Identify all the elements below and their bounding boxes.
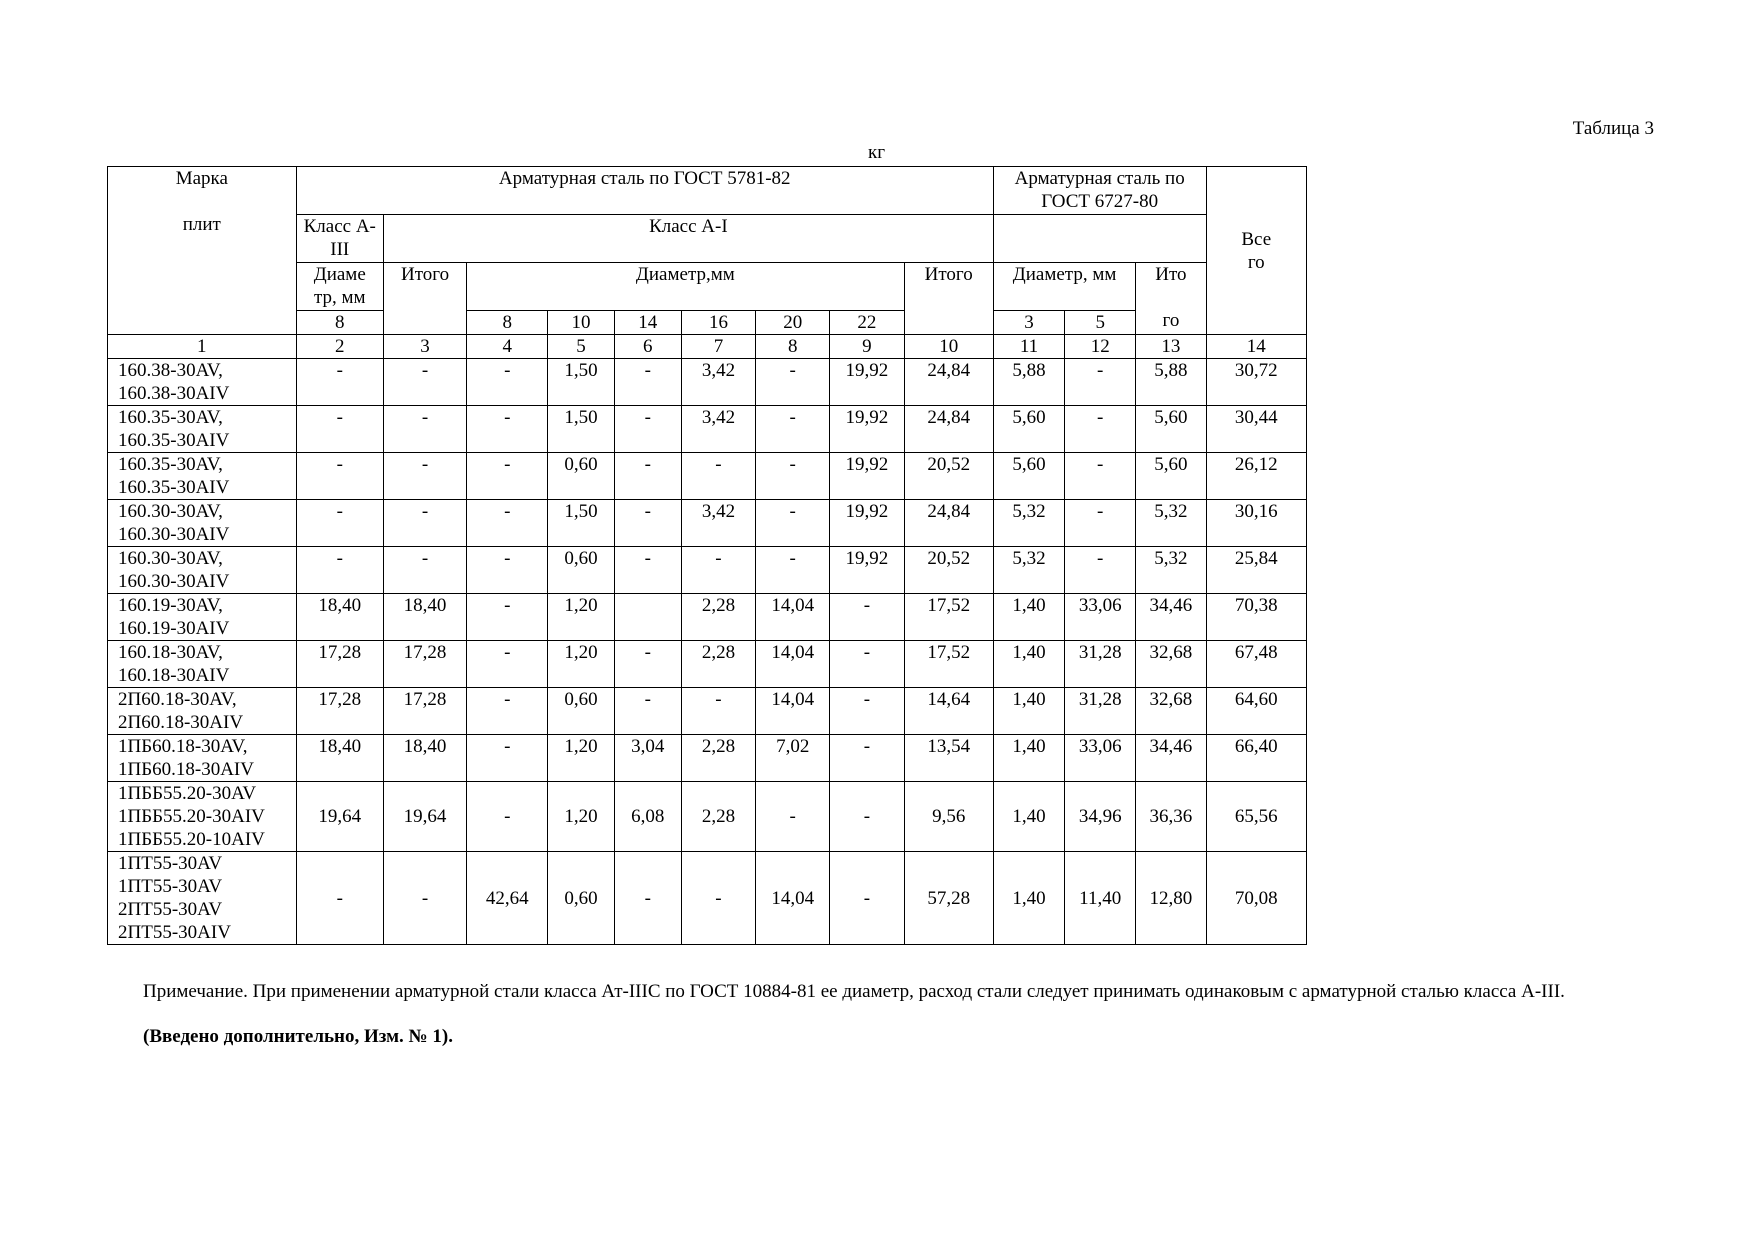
table-cell: 1,40 [993,852,1064,945]
column-number: 8 [756,335,830,359]
table-cell: - [614,852,681,945]
plate-mark-cell [108,688,297,735]
table-cell: 30,44 [1206,406,1306,453]
table-cell: - [830,735,904,782]
table-cell: 34,46 [1136,735,1206,782]
table-cell: 17,28 [296,688,383,735]
table-cell: - [830,594,904,641]
table-row [108,547,1307,594]
table-cell: 1,50 [548,359,614,406]
table-cell: 19,92 [830,359,904,406]
plate-mark-cell [108,406,297,453]
table-cell: 32,68 [1136,641,1206,688]
table-cell: - [1065,547,1136,594]
table-cell: 3,42 [681,500,755,547]
table-cell: 42,64 [467,852,548,945]
header-a3-itogo: Итого [383,263,466,335]
table-row [108,641,1307,688]
table-cell: 24,84 [904,406,993,453]
plate-mark: 160.19-30AV, [118,595,223,616]
table-cell: 19,64 [383,782,466,852]
table-cell: 17,52 [904,641,993,688]
table-cell: 13,54 [904,735,993,782]
steel-consumption-table [107,166,1307,945]
table-cell: 12,80 [1136,852,1206,945]
table-cell: - [756,359,830,406]
plate-mark: 1ПТ55-30AV [118,853,223,874]
table-cell: - [756,453,830,500]
plate-mark: 160.30-30AV, [118,501,223,522]
table-cell: 1,40 [993,735,1064,782]
column-number: 2 [296,335,383,359]
header-a1-diameter: Диаметр,мм [467,263,904,311]
table-cell: - [830,688,904,735]
table-row [108,359,1307,406]
table-cell: - [614,453,681,500]
table-cell: 5,60 [993,453,1064,500]
table-cell: 1,40 [993,641,1064,688]
table-cell: - [467,688,548,735]
table-cell: 19,64 [296,782,383,852]
table-cell: 9,56 [904,782,993,852]
table-cell: 5,32 [1136,547,1206,594]
table-cell: - [681,547,755,594]
table-cell: 14,04 [756,594,830,641]
table-cell: 33,06 [1065,735,1136,782]
table-row [108,688,1307,735]
table-cell: - [296,852,383,945]
table-cell: 0,60 [548,547,614,594]
column-number: 14 [1206,335,1306,359]
table-cell: 5,60 [993,406,1064,453]
table-cell: 19,92 [830,453,904,500]
table-cell: 17,28 [383,641,466,688]
table-cell: 3,04 [614,735,681,782]
table-cell: - [467,453,548,500]
table-row [108,594,1307,641]
table-cell: 3,42 [681,359,755,406]
header-bp-itogo: Ито го [1136,263,1206,335]
header-a1-itogo: Итого [904,263,993,335]
column-number: 5 [548,335,614,359]
header-total: Все го [1206,167,1306,335]
table-cell: 34,46 [1136,594,1206,641]
header-class-a1: Класс А-I [383,215,993,263]
table-cell: - [296,453,383,500]
table-cell: 19,92 [830,500,904,547]
table-cell: - [383,500,466,547]
plate-mark: 1ПББ55.20-10AIV [118,829,265,850]
table-cell: - [383,453,466,500]
table-cell: - [614,406,681,453]
plate-mark: 2П60.18-30AV, [118,689,237,710]
header-diam: 3 [993,311,1064,335]
plate-mark: 160.18-30AV, [118,642,223,663]
table-cell: - [756,782,830,852]
table-cell: 5,88 [993,359,1064,406]
plate-mark: 160.38-30AV, [118,360,223,381]
column-number: 11 [993,335,1064,359]
table-cell: - [681,453,755,500]
column-number: 12 [1065,335,1136,359]
plate-mark: 160.35-30AV, [118,454,223,475]
plate-mark: 2ПТ55-30AV [118,899,223,920]
header-gost5781: Арматурная сталь по ГОСТ 5781-82 [296,167,993,215]
table-cell: 5,32 [993,500,1064,547]
column-number: 4 [467,335,548,359]
table-cell: 31,28 [1065,688,1136,735]
table-cell: 1,20 [548,594,614,641]
plate-mark-cell [108,547,297,594]
plate-mark-cell [108,735,297,782]
table-cell: 24,84 [904,500,993,547]
table-row [108,735,1307,782]
table-cell: - [614,688,681,735]
table-cell: 64,60 [1206,688,1306,735]
plate-mark: 1ПТ55-30AV [118,876,223,897]
table-row [108,500,1307,547]
plate-mark: 2ПТ55-30AIV [118,922,231,943]
table-cell: - [467,735,548,782]
table-row [108,406,1307,453]
table-cell: 14,04 [756,688,830,735]
table-cell: 5,88 [1136,359,1206,406]
table-cell: 30,16 [1206,500,1306,547]
table-cell: - [830,782,904,852]
table-cell: 66,40 [1206,735,1306,782]
table-cell: 2,28 [681,735,755,782]
plate-mark-cell [108,359,297,406]
table-cell: 1,40 [993,782,1064,852]
table-cell: - [1065,500,1136,547]
table-cell: 67,48 [1206,641,1306,688]
table-cell: 14,64 [904,688,993,735]
header-diam: 14 [614,311,681,335]
table-cell: - [830,852,904,945]
table-cell: 0,60 [548,852,614,945]
plate-mark: 2П60.18-30AIV [118,712,244,733]
table-cell: 20,52 [904,547,993,594]
plate-mark-cell [108,594,297,641]
table-row [108,453,1307,500]
table-cell: - [681,688,755,735]
column-number-row [108,335,1307,359]
table-cell: 70,08 [1206,852,1306,945]
table-cell: 1,50 [548,406,614,453]
plate-mark: 160.30-30AV, [118,548,223,569]
table-cell: 5,32 [993,547,1064,594]
table-cell: - [467,500,548,547]
plate-mark: 160.30-30AIV [118,571,230,592]
table-cell: 7,02 [756,735,830,782]
header-diam: 8 [296,311,383,335]
table-cell: 17,52 [904,594,993,641]
table-cell: 32,68 [1136,688,1206,735]
table-row [108,852,1307,945]
table-cell: - [756,500,830,547]
table-cell: - [383,852,466,945]
table-cell [614,594,681,641]
plate-mark: 160.19-30AIV [118,618,230,639]
table-cell: 14,04 [756,641,830,688]
table-cell: 5,60 [1136,406,1206,453]
table-cell: 6,08 [614,782,681,852]
table-cell: - [383,547,466,594]
table-cell: 65,56 [1206,782,1306,852]
column-number: 10 [904,335,993,359]
table-cell: - [467,594,548,641]
table-cell: 1,40 [993,594,1064,641]
table-cell: 30,72 [1206,359,1306,406]
table-cell: 25,84 [1206,547,1306,594]
plate-mark: 1ПБ60.18-30AV, [118,736,248,757]
table-cell: - [614,359,681,406]
plate-mark: 1ПБ60.18-30AIV [118,759,254,780]
table-cell: 1,50 [548,500,614,547]
table-cell: 33,06 [1065,594,1136,641]
plate-mark: 160.30-30AIV [118,524,230,545]
table-cell: - [383,406,466,453]
table-cell: 19,92 [830,406,904,453]
plate-mark: 160.35-30AIV [118,477,230,498]
table-cell: 14,04 [756,852,830,945]
header-class-empty [993,215,1206,263]
table-cell: 17,28 [296,641,383,688]
plate-mark: 160.38-30AIV [118,383,230,404]
table-cell: - [296,406,383,453]
column-number: 13 [1136,335,1206,359]
table-cell: 1,20 [548,782,614,852]
table-cell: - [467,641,548,688]
table-cell: 2,28 [681,782,755,852]
table-cell: 5,60 [1136,453,1206,500]
table-cell: - [467,547,548,594]
table-cell: 26,12 [1206,453,1306,500]
plate-mark: 1ПББ55.20-30AIV [118,806,265,827]
table-cell: 11,40 [1065,852,1136,945]
plate-mark-cell [108,453,297,500]
column-number: 6 [614,335,681,359]
table-cell: - [296,547,383,594]
table-cell: - [467,782,548,852]
table-cell: 24,84 [904,359,993,406]
table-cell: - [614,641,681,688]
column-number: 3 [383,335,466,359]
table-cell: 1,20 [548,735,614,782]
plate-mark-cell [108,500,297,547]
plate-mark-cell [108,641,297,688]
header-a3-diameter: Диаме тр, мм [296,263,383,311]
header-diam: 8 [467,311,548,335]
table-cell: 20,52 [904,453,993,500]
table-cell: - [296,359,383,406]
unit-label: кг [868,142,886,163]
table-caption: Таблица 3 [1572,118,1654,139]
table-cell: 57,28 [904,852,993,945]
table-cell: 18,40 [383,594,466,641]
column-number: 7 [681,335,755,359]
header-diam: 5 [1065,311,1136,335]
table-cell: 3,42 [681,406,755,453]
header-gost6727: Арматурная сталь по ГОСТ 6727-80 [993,167,1206,215]
table-cell: 0,60 [548,688,614,735]
table-cell: - [1065,406,1136,453]
table-cell: - [830,641,904,688]
header-diam: 16 [681,311,755,335]
table-cell: 1,40 [993,688,1064,735]
header-mark: Марка плит [108,167,297,335]
table-cell: - [296,500,383,547]
table-cell: 18,40 [296,735,383,782]
table-cell: 1,20 [548,641,614,688]
header-class-a3: Класс А-III [296,215,383,263]
note-bold: (Введено дополнительно, Изм. № 1). [143,1026,453,1047]
header-diam: 10 [548,311,614,335]
table-cell: 19,92 [830,547,904,594]
table-cell: 34,96 [1065,782,1136,852]
table-cell: - [681,852,755,945]
plate-mark: 1ПББ55.20-30AV [118,783,257,804]
note-text: Примечание. При применении арматурной стали класса Ат-IIIС по ГОСТ 10884-81 ее диаметр, расход стали следует принимать одинаковым с арматурной сталью класса А-III. [143,981,1565,1002]
table-cell: - [614,547,681,594]
table-cell: 5,32 [1136,500,1206,547]
table-cell: 18,40 [296,594,383,641]
header-diam: 20 [756,311,830,335]
table-cell: 0,60 [548,453,614,500]
plate-mark: 160.35-30AIV [118,430,230,451]
table-cell: 17,28 [383,688,466,735]
header-diam: 22 [830,311,904,335]
column-number: 1 [108,335,297,359]
table-cell: - [1065,453,1136,500]
plate-mark-cell [108,782,297,852]
header-bp-diameter: Диаметр, мм [993,263,1135,311]
table-cell: 36,36 [1136,782,1206,852]
table-cell: - [756,547,830,594]
plate-mark: 160.35-30AV, [118,407,223,428]
table-cell: 18,40 [383,735,466,782]
table-cell: 31,28 [1065,641,1136,688]
table-row [108,782,1307,852]
table-cell: - [467,406,548,453]
table-cell: - [614,500,681,547]
table-cell: 70,38 [1206,594,1306,641]
table-cell: - [467,359,548,406]
table-cell: 2,28 [681,641,755,688]
plate-mark: 160.18-30AIV [118,665,230,686]
table-cell: - [383,359,466,406]
column-number: 9 [830,335,904,359]
plate-mark-cell [108,852,297,945]
table-cell: - [756,406,830,453]
table-cell: - [1065,359,1136,406]
table-cell: 2,28 [681,594,755,641]
